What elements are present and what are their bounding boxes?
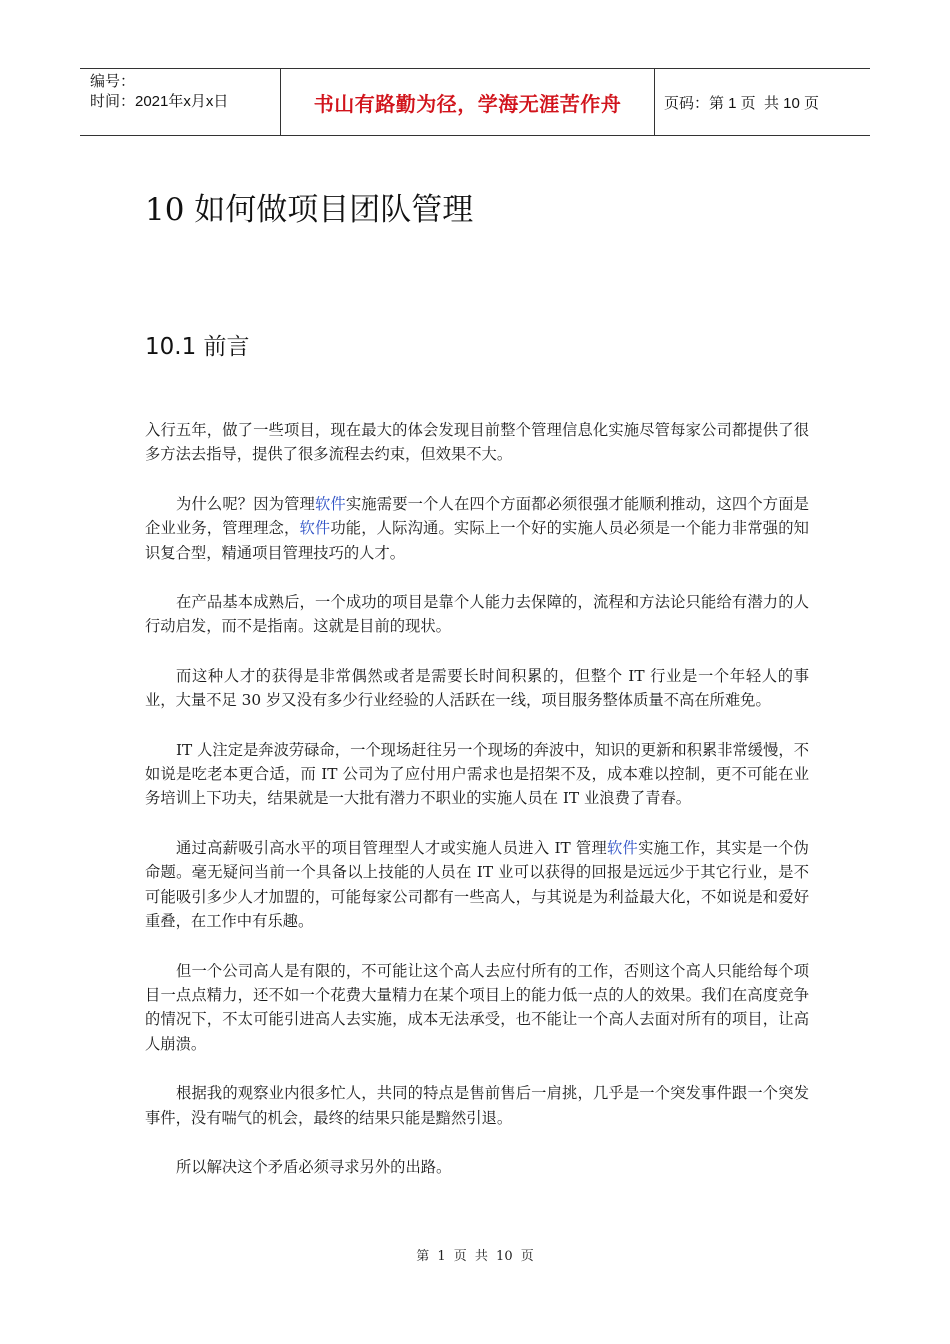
document-body (145, 418, 809, 1204)
header-motto: 书山有路勤为径，学海无涯苦作舟 (281, 69, 655, 135)
software-link[interactable]: 软件 (606, 838, 639, 857)
paragraph-9: 所以解决这个矛盾必须寻求另外的出路。 (176, 1157, 452, 1176)
document-number-label: 编号： (90, 73, 136, 90)
paragraph-7: 但一个公司高人是有限的，不可能让这个高人去应付所有的工作，否则这个高人只能给每个项目一点点精力，还不如一个花费大量精力在某个项目上的能力低一点的人的效果。我们在高度竞争的情况下，不太可能引进高人去实施，成本无法承受，也不能让一个高人去面对所有的项目，让高人崩溃。 (145, 961, 809, 1053)
paragraph-text: 实施工作，其实是一个伪命题。毫无疑问当前一个具备以上技能的人员在 IT 业可以获得的回报是远远少于其它行业，是不可能吸引多少人才加盟的，可能每家公司都有一些高人，与其说是为利益最大化，不如说是和爱好重叠，在工作中有乐趣。 (145, 838, 809, 931)
paragraph-text: 实施需要一个人在四个方面都必须很强才能顺利推动，这四个方面是企业业务，管理理念， (145, 494, 809, 538)
paragraph-2 (145, 492, 809, 565)
document-time-label: 时间：2021年x月x日 (90, 93, 229, 110)
paragraph-3: 在产品基本成熟后，一个成功的项目是靠个人能力去保障的，流程和方法论只能给有潜力的人行动启发，而不是指南。这就是目前的现状。 (145, 593, 809, 636)
paragraph-4: 而这种人才的获得是非常偶然或者是需要长时间积累的，但整个 IT 行业是一个年轻人的事业，大量不足 30 岁又没有多少行业经验的人活跃在一线，项目服务整体质量不高在所难免。 (145, 666, 809, 710)
paragraph-text: 为什么呢？因为管理 (176, 494, 315, 513)
header-page-info (655, 69, 870, 135)
section-heading: 10.1 前言 (145, 334, 250, 360)
paragraph-text: 功能，人际沟通。实际上一个好的实施人员必须是一个能力非常强的知识复合型，精通项目管理技巧的人才。 (145, 519, 809, 562)
paragraph-6 (145, 836, 809, 934)
header-page-label: 页码：第 1 页 共 10 页 (664, 94, 820, 112)
paragraph-text: 通过高薪吸引高水平的项目管理型人才或实施人员进入 IT 管理 (176, 838, 607, 857)
page-header (80, 68, 870, 136)
header-meta (80, 69, 281, 135)
software-link[interactable]: 软件 (314, 494, 346, 513)
document-title: 10 如何做项目团队管理 (145, 192, 474, 228)
software-link[interactable]: 软件 (299, 519, 331, 538)
paragraph-8: 根据我的观察业内很多忙人，共同的特点是售前售后一肩挑，几乎是一个突发事件跟一个突发事件，没有喘气的机会，最终的结果只能是黯然引退。 (145, 1084, 809, 1127)
page-footer: 第 1 页 共 10 页 (416, 1249, 534, 1264)
paragraph-1: 入行五年，做了一些项目，现在最大的体会发现目前整个管理信息化实施尽管每家公司都提供了很多方法去指导，提供了很多流程去约束，但效果不大。 (145, 421, 809, 464)
paragraph-5: IT 人注定是奔波劳碌命，一个现场赶往另一个现场的奔波中，知识的更新和积累非常缓慢，不如说是吃老本更合适，而 IT 公司为了应付用户需求也是招架不及，成本难以控制，更不可能在业务培训上下功夫，结果就是一大批有潜力不职业的实施人员在 IT 业浪费了青春。 (145, 740, 809, 808)
